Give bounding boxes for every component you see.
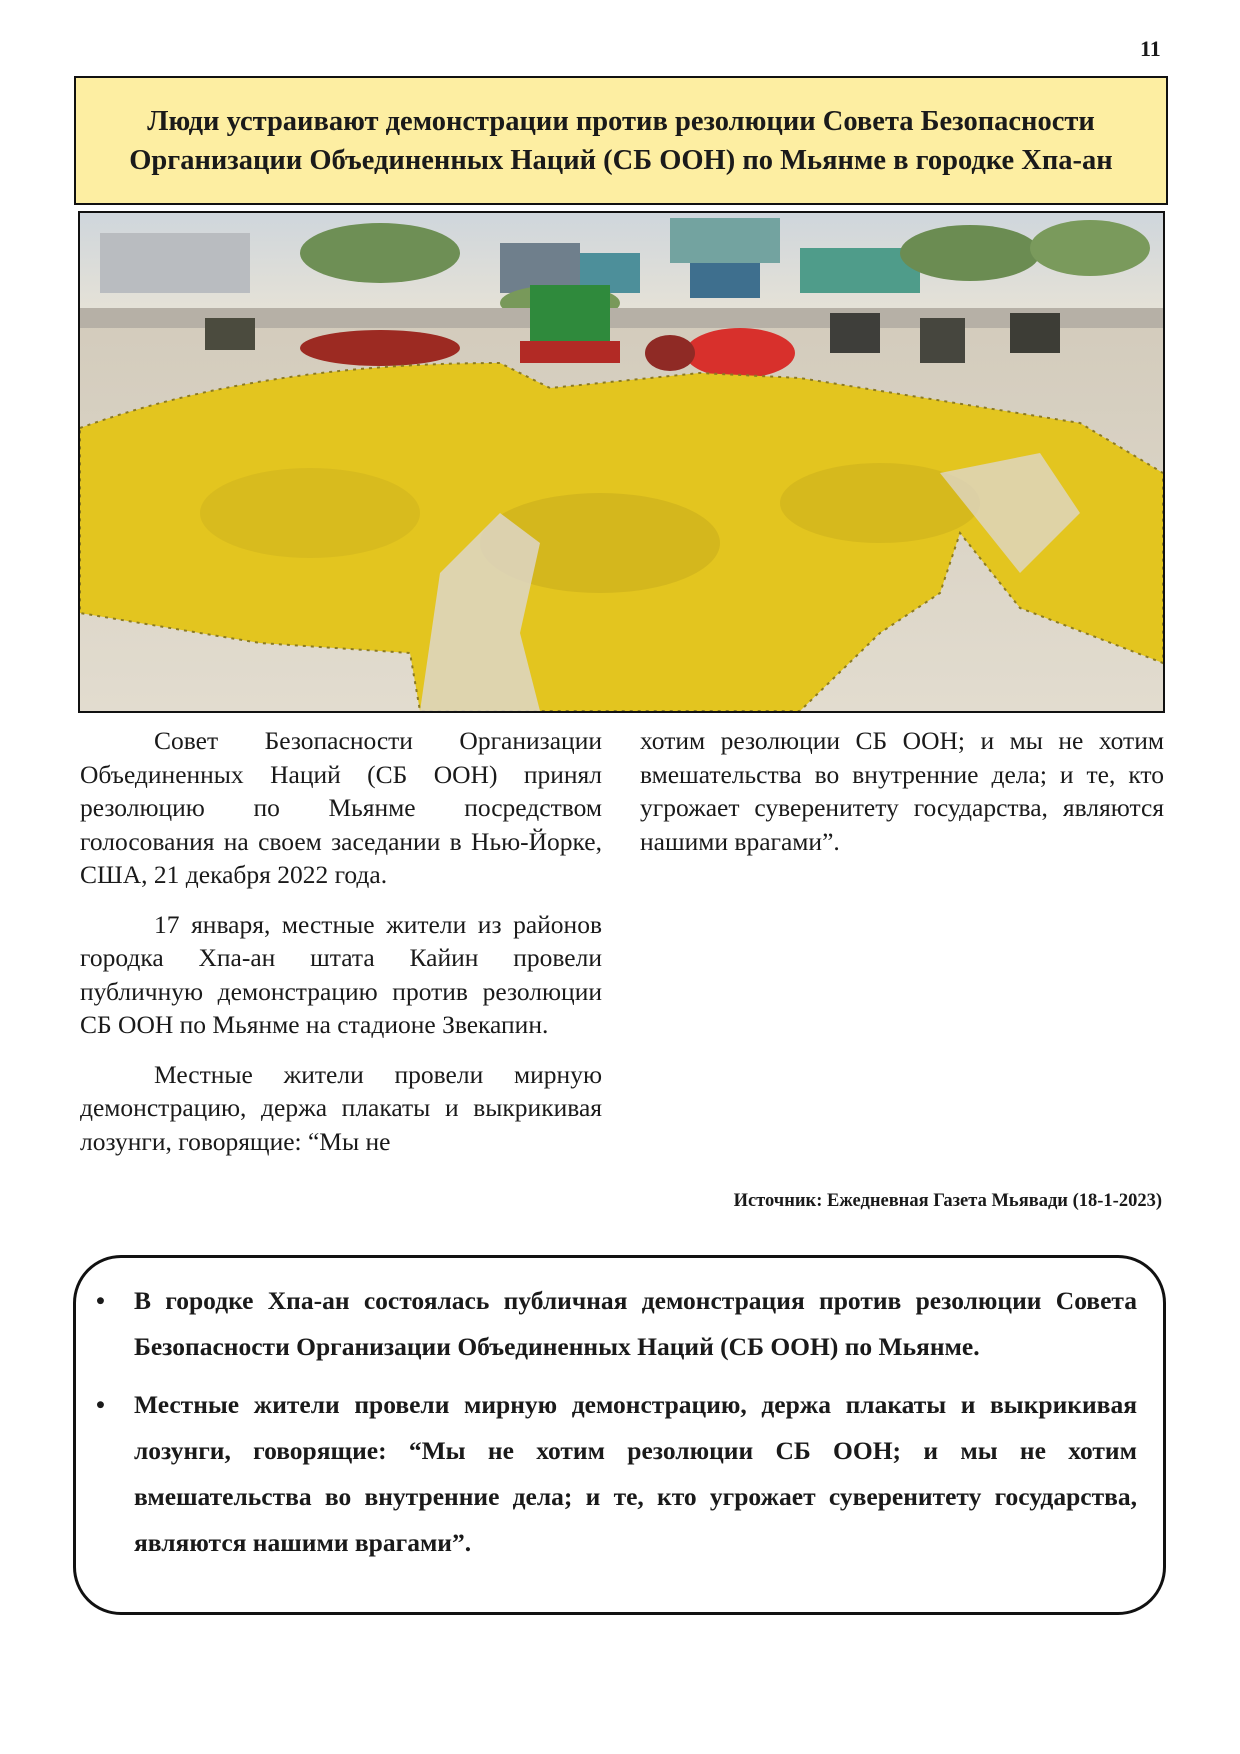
source-citation: Источник: Ежедневная Газета Мьявади (18-1-2023) xyxy=(733,1191,1162,1211)
article-paragraph: хотим резолюции СБ ООН; и мы не хотим вмешательства во внутренние дела; и те, кто угрожает суверенитету государства, являются нашими врагами”. xyxy=(640,726,1164,856)
title-box xyxy=(74,76,1168,205)
building xyxy=(690,263,760,298)
article-paragraph: Совет Безопасности Организации Объединенных Наций (СБ ООН) принял резолюцию по Мьянме посредством голосования на своем заседании в Нью-Йорке, США, 21 декабря 2022 года. xyxy=(80,726,602,889)
summary-item-text: В городке Хпа-ан состоялась публичная демонстрация против резолюции Совета Безопасности Организации Объединенных Наций (СБ ООН) по Мьянме. xyxy=(134,1286,1137,1361)
speaker-truck xyxy=(830,313,880,353)
summary-item xyxy=(96,1382,1137,1566)
article-right-column xyxy=(640,724,1164,874)
monks-group xyxy=(300,330,460,366)
article-left-column xyxy=(80,724,602,1174)
summary-item xyxy=(96,1278,1137,1370)
building xyxy=(100,233,250,293)
tree xyxy=(300,223,460,283)
summary-list xyxy=(96,1278,1137,1566)
article-paragraph: 17 января, местные жители из районов городка Хпа-ан штата Кайин провели публичную демонстрацию против резолюции СБ ООН по Мьянме на стадионе Звекапин. xyxy=(80,909,602,1039)
building xyxy=(670,218,780,263)
stage-banner xyxy=(530,285,610,345)
page-number: 11 xyxy=(1140,36,1161,61)
robes-group xyxy=(645,335,695,371)
summary-item-text: Местные жители провели мирную демонстрацию, держа плакаты и выкрикивая лозунги, говорящие: “Мы не хотим резолюции СБ ООН; и мы не хотим вмешательства во внутренние дела; и те, кто угрожает суверенитету государства, являются нашими врагами”. xyxy=(134,1390,1137,1557)
page-title: Люди устраивают демонстрации против резолюции Совета Безопасности Организации Объединенных Наций (СБ ООН) по Мьянме в городке Хпа-ан xyxy=(129,105,1113,176)
tree xyxy=(1030,220,1150,276)
stage xyxy=(520,341,620,363)
article-paragraph: Местные жители провели мирную демонстрацию, держа плакаты и выкрикивая лозунги, говорящие: “Мы не xyxy=(80,1059,602,1156)
protest-rally-photo xyxy=(78,211,1165,713)
bullet-icon: • xyxy=(96,1286,105,1315)
photo-illustration xyxy=(80,213,1163,711)
tree xyxy=(900,225,1040,281)
speaker-truck xyxy=(205,318,255,350)
bullet-icon: • xyxy=(96,1390,105,1419)
red-costume-group xyxy=(685,328,795,378)
summary-box xyxy=(73,1255,1166,1615)
speaker-truck xyxy=(920,318,965,363)
speaker-truck xyxy=(1010,313,1060,353)
